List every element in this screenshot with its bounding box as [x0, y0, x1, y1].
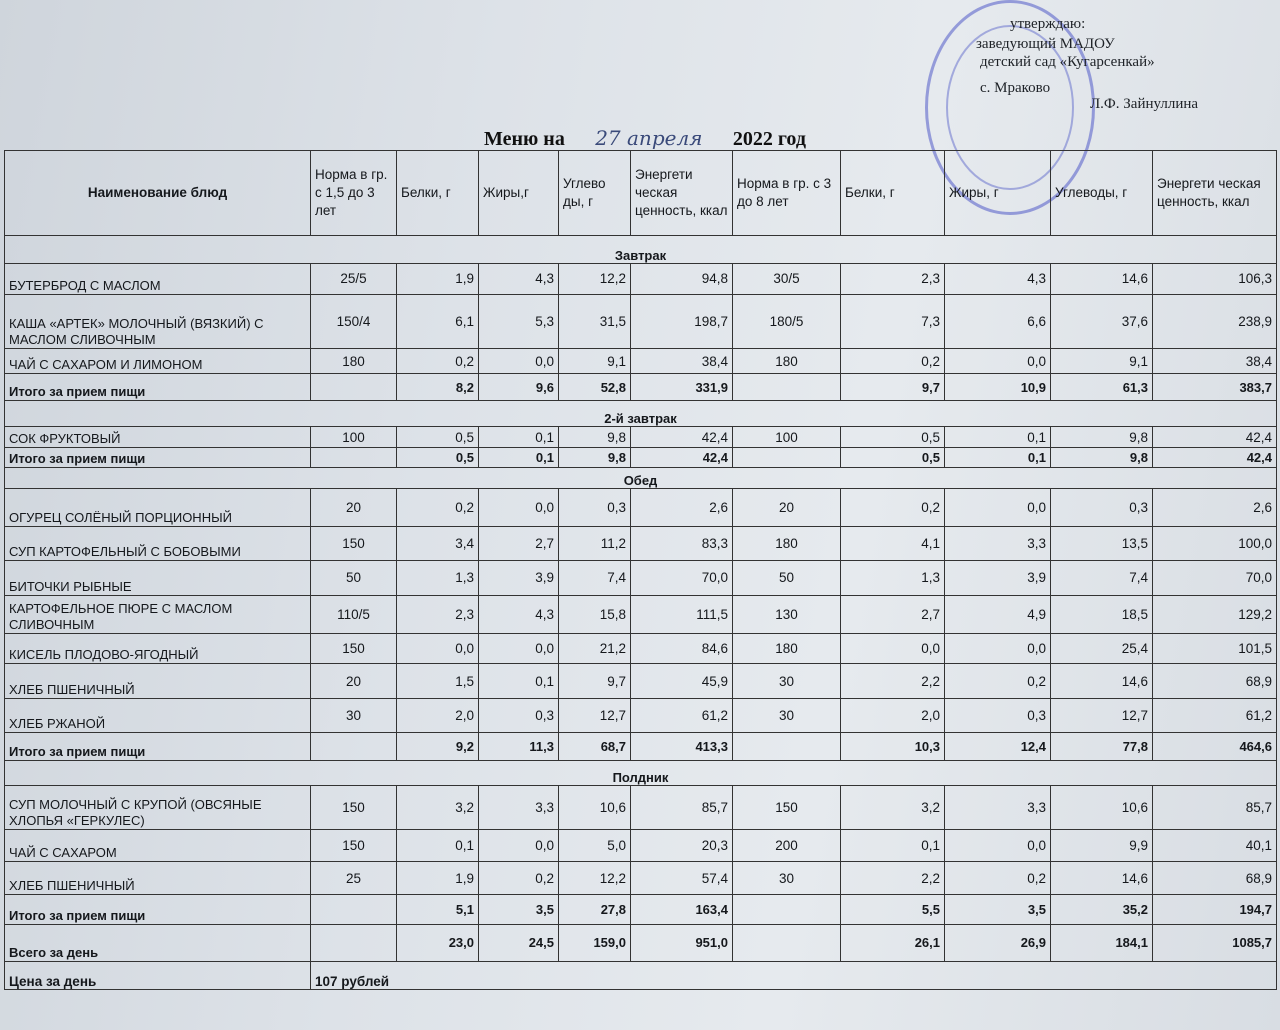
cell-carbs-2: 14,6 — [1051, 862, 1153, 894]
cell-norm-3-8: 30 — [733, 664, 841, 698]
cell-fat-1: 24,5 — [479, 925, 559, 961]
cell-norm-1-5-3: 30 — [311, 698, 397, 732]
cell-norm-3-8 — [733, 374, 841, 400]
section-title: Завтрак — [5, 235, 1277, 263]
cell-energy-2: 1085,7 — [1153, 925, 1277, 961]
cell-carbs-2: 0,3 — [1051, 488, 1153, 526]
cell-dish-name: ЧАЙ С САХАРОМ И ЛИМОНОМ — [5, 349, 311, 374]
cell-dish-name: СУП МОЛОЧНЫЙ С КРУПОЙ (ОВСЯНЫЕ ХЛОПЬЯ «ГЕРКУЛЕС) — [5, 785, 311, 829]
cell-energy-2: 194,7 — [1153, 894, 1277, 924]
cell-norm-1-5-3: 150 — [311, 634, 397, 664]
cell-carbs-1: 21,2 — [559, 634, 631, 664]
cell-carbs-1: 9,1 — [559, 349, 631, 374]
cell-protein-1: 3,4 — [397, 526, 479, 560]
cell-carbs-2: 9,9 — [1051, 830, 1153, 862]
cell-norm-1-5-3: 20 — [311, 664, 397, 698]
price-value: 107 рублей — [311, 961, 1277, 990]
cell-fat-1: 11,3 — [479, 733, 559, 761]
cell-energy-1: 163,4 — [631, 894, 733, 924]
menu-table — [4, 150, 1277, 990]
table-row — [5, 698, 1277, 732]
cell-energy-1: 84,6 — [631, 634, 733, 664]
cell-dish-name: Итого за прием пищи — [5, 894, 311, 924]
cell-energy-1: 83,3 — [631, 526, 733, 560]
cell-fat-2: 12,4 — [945, 733, 1051, 761]
section-row — [5, 400, 1277, 426]
cell-carbs-1: 12,2 — [559, 264, 631, 294]
cell-fat-2: 3,5 — [945, 894, 1051, 924]
cell-carbs-1: 31,5 — [559, 294, 631, 349]
cell-carbs-2: 35,2 — [1051, 894, 1153, 924]
cell-energy-1: 94,8 — [631, 264, 733, 294]
cell-protein-2: 26,1 — [841, 925, 945, 961]
cell-carbs-1: 12,2 — [559, 862, 631, 894]
cell-protein-2: 2,0 — [841, 698, 945, 732]
table-row — [5, 426, 1277, 447]
section-row — [5, 468, 1277, 488]
cell-fat-1: 0,1 — [479, 426, 559, 447]
cell-protein-1: 0,5 — [397, 448, 479, 468]
cell-norm-1-5-3: 50 — [311, 561, 397, 595]
cell-energy-2: 464,6 — [1153, 733, 1277, 761]
table-row — [5, 561, 1277, 595]
cell-fat-1: 2,7 — [479, 526, 559, 560]
cell-carbs-1: 27,8 — [559, 894, 631, 924]
cell-norm-3-8: 30 — [733, 698, 841, 732]
header-energy-2: Энергети ческая ценность, ккал — [1153, 151, 1277, 236]
cell-dish-name: КАША «АРТЕК» МОЛОЧНЫЙ (ВЯЗКИЙ) С МАСЛОМ СЛИВОЧНЫМ — [5, 294, 311, 349]
document-title — [484, 126, 806, 151]
approval-title: утверждаю: — [1010, 16, 1086, 32]
cell-energy-2: 68,9 — [1153, 664, 1277, 698]
cell-norm-3-8: 30 — [733, 862, 841, 894]
cell-protein-2: 0,0 — [841, 634, 945, 664]
cell-protein-2: 7,3 — [841, 294, 945, 349]
cell-carbs-2: 184,1 — [1051, 925, 1153, 961]
cell-norm-3-8: 100 — [733, 426, 841, 447]
cell-norm-1-5-3 — [311, 894, 397, 924]
cell-carbs-1: 9,8 — [559, 426, 631, 447]
cell-energy-1: 42,4 — [631, 426, 733, 447]
cell-norm-3-8 — [733, 733, 841, 761]
cell-energy-2: 85,7 — [1153, 785, 1277, 829]
cell-norm-3-8: 30/5 — [733, 264, 841, 294]
cell-fat-1: 3,9 — [479, 561, 559, 595]
table-row — [5, 664, 1277, 698]
cell-norm-1-5-3: 110/5 — [311, 595, 397, 633]
approval-position: заведующий МАДОУ — [976, 36, 1115, 52]
handwritten-date: 27 апреля — [574, 126, 724, 151]
cell-dish-name: БУТЕРБРОД С МАСЛОМ — [5, 264, 311, 294]
cell-norm-1-5-3: 150 — [311, 526, 397, 560]
cell-norm-1-5-3: 25/5 — [311, 264, 397, 294]
cell-carbs-1: 7,4 — [559, 561, 631, 595]
cell-carbs-2: 7,4 — [1051, 561, 1153, 595]
cell-energy-2: 42,4 — [1153, 426, 1277, 447]
cell-fat-1: 5,3 — [479, 294, 559, 349]
cell-energy-1: 413,3 — [631, 733, 733, 761]
cell-norm-1-5-3: 150 — [311, 830, 397, 862]
section-title: Обед — [5, 468, 1277, 488]
cell-carbs-1: 10,6 — [559, 785, 631, 829]
cell-energy-1: 45,9 — [631, 664, 733, 698]
cell-protein-1: 9,2 — [397, 733, 479, 761]
cell-dish-name: Всего за день — [5, 925, 311, 961]
cell-dish-name: ЧАЙ С САХАРОМ — [5, 830, 311, 862]
cell-protein-2: 5,5 — [841, 894, 945, 924]
cell-fat-1: 0,3 — [479, 698, 559, 732]
cell-norm-3-8: 50 — [733, 561, 841, 595]
cell-norm-1-5-3 — [311, 374, 397, 400]
cell-carbs-1: 52,8 — [559, 374, 631, 400]
cell-dish-name: ОГУРЕЦ СОЛЁНЫЙ ПОРЦИОННЫЙ — [5, 488, 311, 526]
cell-fat-1: 0,0 — [479, 349, 559, 374]
cell-carbs-2: 61,3 — [1051, 374, 1153, 400]
cell-protein-2: 0,5 — [841, 448, 945, 468]
approval-village: с. Мраково — [980, 80, 1051, 96]
cell-protein-1: 2,0 — [397, 698, 479, 732]
cell-fat-2: 0,0 — [945, 488, 1051, 526]
cell-protein-1: 0,1 — [397, 830, 479, 862]
table-row — [5, 595, 1277, 633]
cell-carbs-1: 15,8 — [559, 595, 631, 633]
cell-energy-2: 61,2 — [1153, 698, 1277, 732]
cell-carbs-2: 9,8 — [1051, 448, 1153, 468]
header-protein-1: Белки, г — [397, 151, 479, 236]
cell-fat-2: 0,2 — [945, 664, 1051, 698]
cell-protein-1: 2,3 — [397, 595, 479, 633]
cell-fat-2: 3,3 — [945, 526, 1051, 560]
cell-fat-1: 0,0 — [479, 488, 559, 526]
cell-carbs-1: 9,8 — [559, 448, 631, 468]
cell-fat-1: 0,0 — [479, 634, 559, 664]
cell-norm-3-8: 180 — [733, 526, 841, 560]
day-total-row — [5, 925, 1277, 961]
cell-protein-1: 0,2 — [397, 349, 479, 374]
cell-dish-name: КИСЕЛЬ ПЛОДОВО-ЯГОДНЫЙ — [5, 634, 311, 664]
total-row — [5, 374, 1277, 400]
cell-fat-1: 0,1 — [479, 448, 559, 468]
cell-fat-1: 0,0 — [479, 830, 559, 862]
table-row — [5, 830, 1277, 862]
cell-carbs-2: 14,6 — [1051, 264, 1153, 294]
cell-protein-1: 1,9 — [397, 862, 479, 894]
cell-protein-1: 5,1 — [397, 894, 479, 924]
cell-energy-1: 198,7 — [631, 294, 733, 349]
cell-protein-2: 2,2 — [841, 664, 945, 698]
cell-fat-2: 3,9 — [945, 561, 1051, 595]
cell-fat-2: 26,9 — [945, 925, 1051, 961]
total-row — [5, 894, 1277, 924]
cell-energy-2: 129,2 — [1153, 595, 1277, 633]
cell-fat-2: 0,3 — [945, 698, 1051, 732]
table-row — [5, 634, 1277, 664]
cell-fat-2: 6,6 — [945, 294, 1051, 349]
cell-carbs-2: 13,5 — [1051, 526, 1153, 560]
cell-protein-2: 0,1 — [841, 830, 945, 862]
header-protein-2: Белки, г — [841, 151, 945, 236]
cell-energy-1: 42,4 — [631, 448, 733, 468]
cell-energy-1: 57,4 — [631, 862, 733, 894]
cell-dish-name: Итого за прием пищи — [5, 374, 311, 400]
cell-carbs-2: 9,8 — [1051, 426, 1153, 447]
section-row — [5, 761, 1277, 785]
cell-protein-1: 0,5 — [397, 426, 479, 447]
cell-protein-1: 8,2 — [397, 374, 479, 400]
cell-norm-1-5-3 — [311, 733, 397, 761]
cell-norm-1-5-3: 180 — [311, 349, 397, 374]
table-row — [5, 526, 1277, 560]
cell-energy-1: 951,0 — [631, 925, 733, 961]
total-row — [5, 448, 1277, 468]
header-norm-1-5-3: Норма в гр. с 1,5 до 3 лет — [311, 151, 397, 236]
table-row — [5, 264, 1277, 294]
cell-carbs-2: 77,8 — [1051, 733, 1153, 761]
cell-norm-1-5-3: 150 — [311, 785, 397, 829]
cell-norm-3-8: 200 — [733, 830, 841, 862]
cell-norm-3-8: 20 — [733, 488, 841, 526]
cell-energy-1: 38,4 — [631, 349, 733, 374]
cell-protein-1: 1,5 — [397, 664, 479, 698]
cell-dish-name: БИТОЧКИ РЫБНЫЕ — [5, 561, 311, 595]
cell-norm-3-8: 130 — [733, 595, 841, 633]
cell-carbs-2: 10,6 — [1051, 785, 1153, 829]
cell-protein-1: 1,9 — [397, 264, 479, 294]
cell-norm-3-8: 150 — [733, 785, 841, 829]
cell-carbs-2: 18,5 — [1051, 595, 1153, 633]
cell-energy-1: 20,3 — [631, 830, 733, 862]
cell-protein-2: 9,7 — [841, 374, 945, 400]
cell-carbs-1: 68,7 — [559, 733, 631, 761]
price-row — [5, 961, 1277, 990]
cell-dish-name: СОК ФРУКТОВЫЙ — [5, 426, 311, 447]
cell-norm-3-8: 180 — [733, 634, 841, 664]
cell-protein-1: 0,0 — [397, 634, 479, 664]
cell-norm-3-8 — [733, 448, 841, 468]
cell-protein-2: 0,2 — [841, 488, 945, 526]
cell-energy-1: 331,9 — [631, 374, 733, 400]
cell-fat-2: 4,3 — [945, 264, 1051, 294]
cell-energy-2: 100,0 — [1153, 526, 1277, 560]
cell-protein-2: 2,2 — [841, 862, 945, 894]
section-title: Полдник — [5, 761, 1277, 785]
cell-dish-name: Итого за прием пищи — [5, 448, 311, 468]
table-row — [5, 488, 1277, 526]
cell-energy-1: 61,2 — [631, 698, 733, 732]
cell-protein-1: 3,2 — [397, 785, 479, 829]
cell-energy-2: 101,5 — [1153, 634, 1277, 664]
cell-fat-2: 4,9 — [945, 595, 1051, 633]
cell-energy-2: 42,4 — [1153, 448, 1277, 468]
cell-dish-name: Итого за прием пищи — [5, 733, 311, 761]
cell-dish-name: СУП КАРТОФЕЛЬНЫЙ С БОБОВЫМИ — [5, 526, 311, 560]
cell-dish-name: КАРТОФЕЛЬНОЕ ПЮРЕ С МАСЛОМ СЛИВОЧНЫМ — [5, 595, 311, 633]
cell-protein-2: 2,7 — [841, 595, 945, 633]
cell-energy-2: 383,7 — [1153, 374, 1277, 400]
cell-carbs-1: 9,7 — [559, 664, 631, 698]
cell-protein-1: 0,2 — [397, 488, 479, 526]
cell-fat-1: 4,3 — [479, 264, 559, 294]
cell-protein-2: 0,5 — [841, 426, 945, 447]
cell-fat-1: 3,3 — [479, 785, 559, 829]
header-dish-name: Наименование блюд — [5, 151, 311, 236]
cell-energy-2: 68,9 — [1153, 862, 1277, 894]
cell-energy-1: 2,6 — [631, 488, 733, 526]
cell-protein-1: 1,3 — [397, 561, 479, 595]
cell-energy-2: 238,9 — [1153, 294, 1277, 349]
cell-protein-2: 0,2 — [841, 349, 945, 374]
cell-carbs-2: 9,1 — [1051, 349, 1153, 374]
cell-dish-name: ХЛЕБ ПШЕНИЧНЫЙ — [5, 664, 311, 698]
header-fat-1: Жиры,г — [479, 151, 559, 236]
cell-fat-1: 4,3 — [479, 595, 559, 633]
cell-energy-1: 111,5 — [631, 595, 733, 633]
header-fat-2: Жиры, г — [945, 151, 1051, 236]
cell-norm-1-5-3: 25 — [311, 862, 397, 894]
cell-fat-2: 0,0 — [945, 830, 1051, 862]
title-suffix: 2022 год — [732, 128, 806, 150]
cell-norm-1-5-3: 150/4 — [311, 294, 397, 349]
cell-energy-1: 70,0 — [631, 561, 733, 595]
cell-carbs-2: 25,4 — [1051, 634, 1153, 664]
cell-fat-2: 0,0 — [945, 349, 1051, 374]
cell-norm-1-5-3: 20 — [311, 488, 397, 526]
table-row — [5, 294, 1277, 349]
cell-norm-1-5-3 — [311, 925, 397, 961]
cell-fat-2: 0,2 — [945, 862, 1051, 894]
header-norm-3-8: Норма в гр. с 3 до 8 лет — [733, 151, 841, 236]
cell-fat-2: 0,0 — [945, 634, 1051, 664]
cell-energy-2: 38,4 — [1153, 349, 1277, 374]
cell-carbs-1: 159,0 — [559, 925, 631, 961]
cell-fat-2: 0,1 — [945, 448, 1051, 468]
cell-carbs-1: 5,0 — [559, 830, 631, 862]
cell-norm-3-8 — [733, 925, 841, 961]
cell-norm-1-5-3 — [311, 448, 397, 468]
cell-protein-1: 6,1 — [397, 294, 479, 349]
cell-energy-2: 40,1 — [1153, 830, 1277, 862]
cell-protein-2: 10,3 — [841, 733, 945, 761]
cell-carbs-1: 0,3 — [559, 488, 631, 526]
cell-energy-2: 106,3 — [1153, 264, 1277, 294]
cell-carbs-2: 12,7 — [1051, 698, 1153, 732]
cell-fat-1: 0,1 — [479, 664, 559, 698]
cell-protein-2: 1,3 — [841, 561, 945, 595]
header-row — [5, 151, 1277, 236]
cell-fat-2: 10,9 — [945, 374, 1051, 400]
title-prefix: Меню на — [484, 128, 565, 150]
cell-fat-2: 3,3 — [945, 785, 1051, 829]
table-row — [5, 862, 1277, 894]
header-energy-1: Энергети ческая ценность, ккал — [631, 151, 733, 236]
cell-dish-name: ХЛЕБ ПШЕНИЧНЫЙ — [5, 862, 311, 894]
cell-norm-3-8 — [733, 894, 841, 924]
section-title: 2-й завтрак — [5, 400, 1277, 426]
price-label: Цена за день — [5, 961, 311, 990]
approval-organization: детский сад «Кугарсенкай» — [980, 54, 1155, 70]
cell-energy-2: 70,0 — [1153, 561, 1277, 595]
cell-carbs-2: 14,6 — [1051, 664, 1153, 698]
header-carbs-1: Углево ды, г — [559, 151, 631, 236]
table-row — [5, 349, 1277, 374]
cell-energy-2: 2,6 — [1153, 488, 1277, 526]
cell-protein-1: 23,0 — [397, 925, 479, 961]
cell-norm-3-8: 180/5 — [733, 294, 841, 349]
total-row — [5, 733, 1277, 761]
cell-carbs-2: 37,6 — [1051, 294, 1153, 349]
cell-norm-3-8: 180 — [733, 349, 841, 374]
cell-carbs-1: 11,2 — [559, 526, 631, 560]
cell-carbs-1: 12,7 — [559, 698, 631, 732]
header-carbs-2: Углеводы, г — [1051, 151, 1153, 236]
approval-signatory: Л.Ф. Зайнуллина — [1090, 96, 1199, 112]
cell-protein-2: 3,2 — [841, 785, 945, 829]
section-row — [5, 235, 1277, 263]
cell-protein-2: 2,3 — [841, 264, 945, 294]
cell-fat-1: 0,2 — [479, 862, 559, 894]
cell-fat-2: 0,1 — [945, 426, 1051, 447]
cell-norm-1-5-3: 100 — [311, 426, 397, 447]
cell-dish-name: ХЛЕБ РЖАНОЙ — [5, 698, 311, 732]
cell-energy-1: 85,7 — [631, 785, 733, 829]
cell-fat-1: 9,6 — [479, 374, 559, 400]
cell-fat-1: 3,5 — [479, 894, 559, 924]
table-row — [5, 785, 1277, 829]
cell-protein-2: 4,1 — [841, 526, 945, 560]
